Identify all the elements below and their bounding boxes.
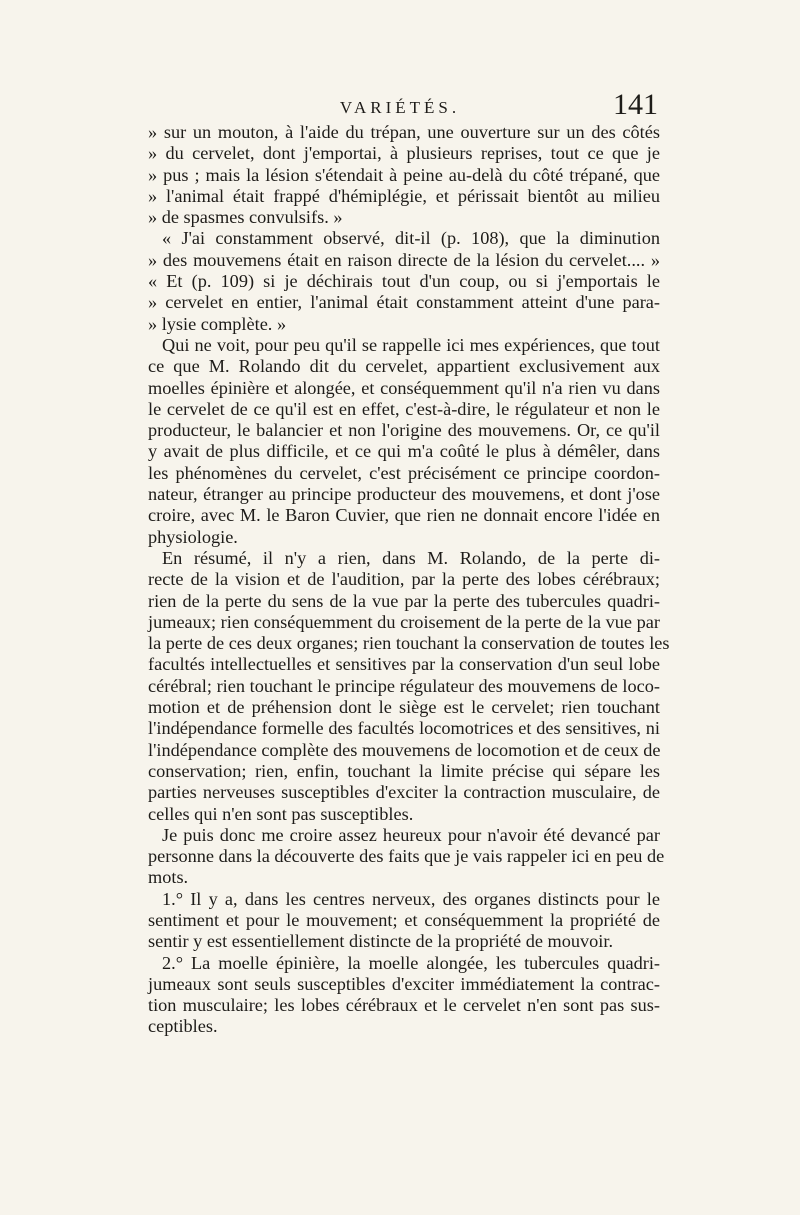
text-line: l'indépendance complète des mouvemens de locomotion et de ceux de — [148, 739, 661, 760]
text-line: » lysie complète. » — [148, 313, 287, 334]
text-line: conservation; rien, enfin, touchant la limite précise qui sépare les — [148, 760, 660, 781]
text-line: « Et (p. 109) si je déchirais tout d'un coup, ou si j'emportais le — [148, 271, 660, 292]
text-line: » des mouvemens était en raison directe de la lésion du cervelet.... » — [148, 249, 660, 270]
text-line: parties nerveuses susceptibles d'exciter la contraction musculaire, de — [148, 782, 660, 803]
text-line: motion et de préhension dont le siège est le cervelet; rien touchant — [148, 697, 660, 718]
text-line: jumeaux; rien conséquemment du croisement de la perte de la vue par — [148, 611, 660, 632]
text-line: » cervelet en entier, l'animal était constamment atteint d'une para- — [148, 292, 660, 313]
text-line: 1.° Il y a, dans les centres nerveux, des organes distincts pour le — [162, 888, 660, 909]
text-line: moelles épinière et alongée, et conséquemment qu'il n'a rien vu dans — [148, 377, 660, 398]
text-line: les phénomènes du cervelet, c'est précisément ce principe coordon- — [148, 462, 660, 483]
text-line: cérébral; rien touchant le principe régulateur des mouvemens de loco- — [148, 675, 660, 696]
text-line: » de spasmes convulsifs. » — [148, 207, 343, 228]
text-line: y avait de plus difficile, et ce qui m'a coûté le plus à démêler, dans — [148, 441, 660, 462]
text-line: l'indépendance formelle des facultés locomotrices et des sensitives, ni — [148, 718, 660, 739]
text-line: la perte de ces deux organes; rien touchant la conservation de toutes les — [148, 633, 670, 654]
text-line: mots. — [148, 867, 189, 888]
text-line: jumeaux sont seuls susceptibles d'exciter immédiatement la contrac- — [148, 973, 660, 994]
text-line: Je puis donc me croire assez heureux pour n'avoir été devancé par — [162, 824, 660, 845]
text-line: celles qui n'en sont pas susceptibles. — [148, 803, 414, 824]
text-line: » sur un mouton, à l'aide du trépan, une ouverture sur un des côtés — [148, 122, 660, 142]
text-line: sentiment et pour le mouvement; et conséquemment la propriété de — [148, 909, 660, 930]
text-line: ce que M. Rolando dit du cervelet, appartient exclusivement aux — [148, 356, 660, 377]
text-line: le cervelet de ce qu'il est en effet, c'est-à-dire, le régulateur et non le — [148, 398, 660, 419]
page-number: 141 — [613, 88, 658, 121]
text-line: » pus ; mais la lésion s'étendait à peine au-delà du côté trépané, que — [148, 164, 660, 185]
text-line: tion musculaire; les lobes cérébraux et le cervelet n'en sont pas sus- — [148, 995, 660, 1016]
running-title: VARIÉTÉS. — [339, 98, 461, 117]
text-line: personne dans la découverte des faits que je vais rappeler ici en peu de — [148, 846, 665, 867]
text-line: rien de la perte du sens de la vue par la perte des tubercules quadri- — [148, 590, 660, 611]
page-header — [140, 86, 660, 126]
text-line: facultés intellectuelles et sensitives par la conservation d'un seul lobe — [148, 654, 660, 675]
text-line: « J'ai constamment observé, dit-il (p. 108), que la diminution — [162, 228, 660, 249]
text-line: croire, avec M. le Baron Cuvier, que rien ne donnait encore l'idée en — [148, 505, 660, 526]
text-line: Qui ne voit, pour peu qu'il se rappelle ici mes expériences, que tout — [162, 334, 660, 355]
text-line: nateur, étranger au principe producteur des mouvemens, et dont j'ose — [148, 484, 660, 505]
text-line: » l'animal était frappé d'hémiplégie, et périssait bientôt au milieu — [148, 185, 660, 206]
text-line: 2.° La moelle épinière, la moelle alongée, les tubercules quadri- — [162, 952, 660, 973]
text-line: sentir y est essentiellement distincte de la propriété de mouvoir. — [148, 931, 614, 952]
text-body — [148, 122, 670, 1038]
text-line: producteur, le balancier et non l'origine des mouvemens. Or, ce qu'il — [148, 420, 660, 441]
text-line: » du cervelet, dont j'emportai, à plusieurs reprises, tout ce que je — [148, 143, 660, 164]
text-line: En résumé, il n'y a rien, dans M. Rolando, de la perte di- — [162, 547, 660, 568]
text-line: ceptibles. — [148, 1016, 218, 1037]
text-line: recte de la vision et de l'audition, par la perte des lobes cérébraux; — [148, 569, 660, 590]
text-line: physiologie. — [148, 526, 238, 547]
